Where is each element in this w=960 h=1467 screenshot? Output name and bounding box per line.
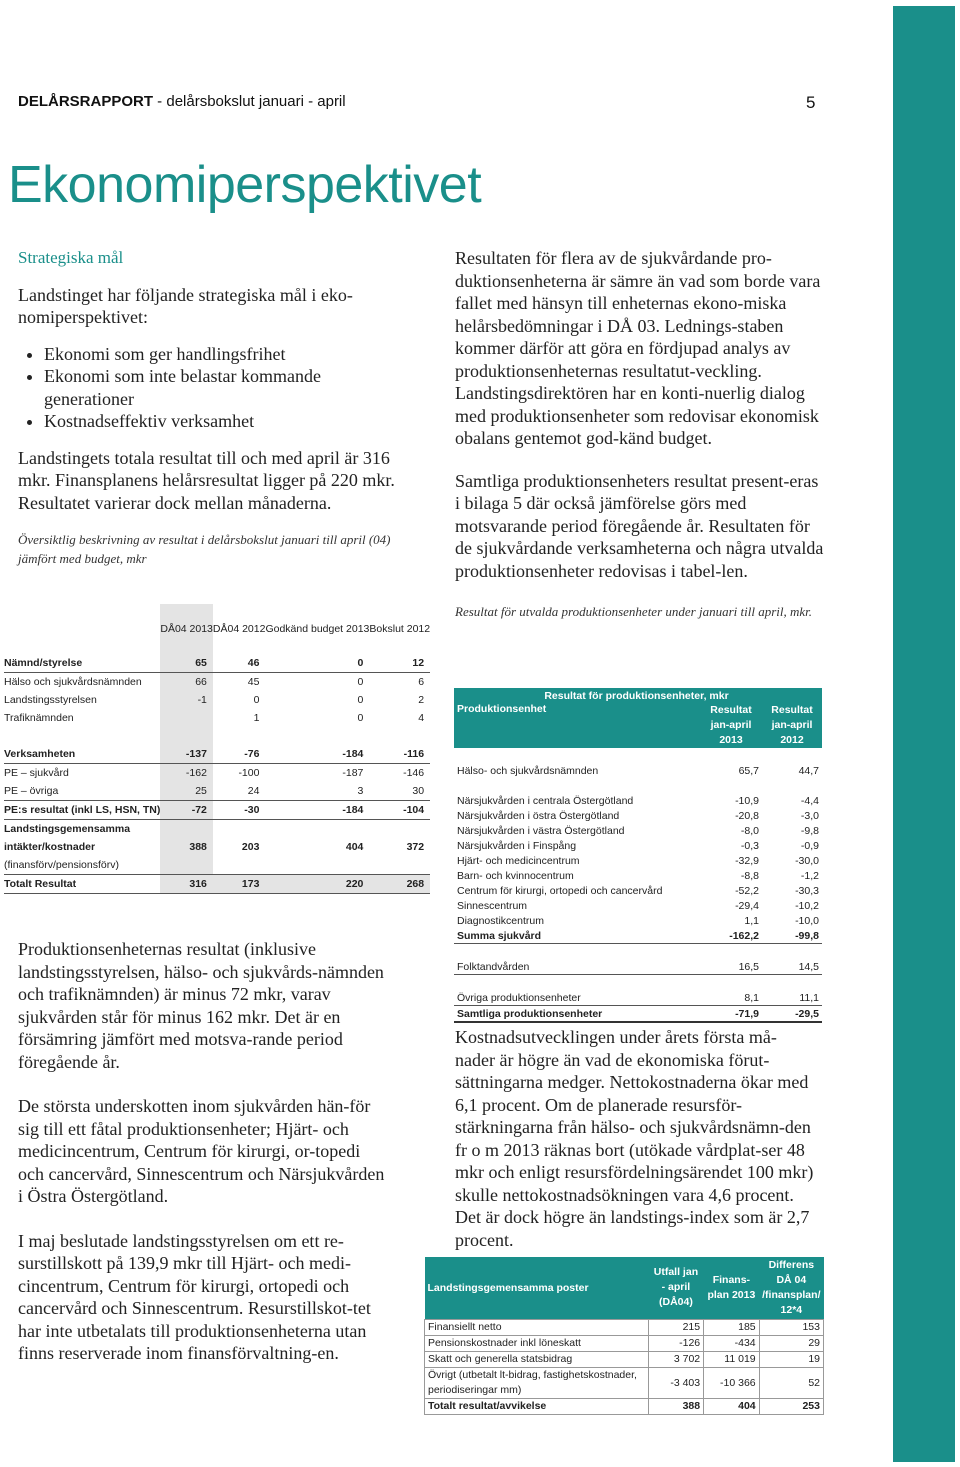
col-header: Utfall jan - april (DÅ04) xyxy=(648,1257,703,1319)
table-row: Hälso och sjukvårdsnämnden 66 45 0 6 xyxy=(4,673,430,692)
table-row: Landstingsgemensamma xyxy=(4,820,430,839)
col-header: Bokslut 2012 xyxy=(369,623,431,635)
header-subtitle: - delårsbokslut januari - april xyxy=(153,93,346,110)
table-row: Verksamheten -137 -76 -184 -116 xyxy=(4,745,430,764)
table-row: PE – övriga 25 24 3 30 xyxy=(4,782,430,801)
table2-caption: Resultat för utvalda produktionsenheter under januari till april, mkr. xyxy=(455,604,812,619)
table-row: Totalt Resultat 316 173 220 268 xyxy=(4,875,430,894)
col-header: Resultat jan-april 2012 xyxy=(771,704,813,746)
common-items-table xyxy=(424,1257,824,1415)
table-row: Totalt resultat/avvikelse 388 404 253 xyxy=(425,1398,824,1414)
paragraph: I maj beslutade landstingsstyrelsen om ett re-surstillskott på 139,9 mkr till Hjärt- och medi-cincentrum, Centrum för kirurgi, ortopedi och cancervård och Sinnescentrum. Resurstillskot-tet har inte utbetalats till produktionsenheterna utan finns reserverade inom finansförvaltning-en. xyxy=(18,1230,371,1363)
section-heading: Strategiska mål xyxy=(18,248,124,267)
col-header: DÅ04 2012 xyxy=(212,623,266,635)
table-row: Övriga produktionsenheter 8,1 11,1 xyxy=(454,990,822,1006)
paragraph: Kostnadsutvecklingen under årets första må-nader är högre än vad de ekonomiska förut-sättningarna medger. Nettokostnaderna ökar med 6,1 procent. Om de planerade resursför-stärkningarna från hälso- och sjukvårdsnämn-den fr o m 2013 räknas bort (utökade vårdplat-ser 48 mkr och enligt resursfördelningsärendet 100 mkr) skulle nettokostnadsökningen vara 4,6 procent. Det är dock högre än landstings-index som är 2,7 procent. xyxy=(455,1027,814,1250)
table-row: Folktandvården 16,5 14,5 xyxy=(454,959,822,975)
table-row: Trafiknämnden 1 0 4 xyxy=(4,709,430,727)
table-row: Barn- och kvinnocentrum -8,8 -1,2 xyxy=(457,869,819,882)
goals-list xyxy=(18,343,403,433)
table-row: Närsjukvården i västra Östergötland -8,0 -9,8 xyxy=(457,824,819,837)
table-row: Landstingsstyrelsen -1 0 0 2 xyxy=(4,691,430,709)
result-paragraph: Landstingets totala resultat till och med april är 316 mkr. Finansplanens helårsresultat ligger på 220 mkr. Resultatet varierar dock mellan månaderna. xyxy=(18,447,395,513)
right-column-top xyxy=(455,247,827,621)
table-row: Nämnd/styrelse 65 46 0 12 xyxy=(4,654,430,673)
paragraph: Produktionsenheternas resultat (inklusive landstingsstyrelsen, hälso- och sjukvårds-nämnden och trafiknämnden) är minus 72 mkr, varav sjukvården står för minus 162 mkr. Det är en försämring jämfört med motsva-rande period föregående år. xyxy=(18,939,384,1072)
table2-title: Resultat för produktionsenheter, mkr xyxy=(544,689,729,702)
left-column-top xyxy=(18,247,403,568)
table-row: Skatt och generella statsbidrag 3 702 11 019 19 xyxy=(425,1351,824,1367)
table-row: Diagnostikcentrum 1,1 -10,0 xyxy=(457,914,819,927)
table-row: Summa sjukvård -162,2 -99,8 xyxy=(454,928,822,944)
table-row: Finansiellt netto 215 185 153 xyxy=(425,1319,824,1335)
col-header: Godkänd budget 2013 xyxy=(265,623,370,635)
col-header: Finans-plan 2013 xyxy=(704,1257,760,1319)
intro-paragraph: Landstinget har följande strategiska mål i eko-nomiperspektivet: xyxy=(18,284,353,327)
table-row: Övrigt (utbetalt lt-bidrag, fastighetskostnader, periodiseringar mm) -3 403 -10 366 52 xyxy=(425,1367,824,1398)
col-header: Differens DÅ 04 /finansplan/ 12*4 xyxy=(759,1257,823,1319)
paragraph: Samtliga produktionsenheters resultat present-eras i bilaga 5 där också jämförelse görs med motsvarande period föregående år. Resultaten för de sjukvårdande verksamheterna och några utvalda produktionsenheter redovisas i tabel-len. xyxy=(455,470,824,581)
header-title: DELÅRSRAPPORT xyxy=(18,93,154,110)
table-row: intäkter/kostnader 388 203 404 372 xyxy=(4,838,430,856)
list-item: • Ekonomi som ger handlingsfrihet xyxy=(44,343,403,366)
col-header: Resultat jan-april 2013 xyxy=(710,704,752,746)
table-row: Samtliga produktionsenheter -71,9 -29,5 xyxy=(454,1006,822,1023)
table-row: PE:s resultat (inkl LS, HSN, TN) -72 -30 -184 -104 xyxy=(4,801,430,820)
table-row: Närsjukvården i Finspång -0,3 -0,9 xyxy=(457,839,819,852)
production-units-table xyxy=(454,688,822,1023)
paragraph: De största underskotten inom sjukvården hän-för sig till ett fåtal produktionsenheter; Hjärt- och medicincentrum, Centrum för kirurgi, or-topedi och cancervård, Sinnescentrum och Närsjukvården i Östra Östergötland. xyxy=(18,1096,385,1206)
table-row: PE – sjukvård -162 -100 -187 -146 xyxy=(4,764,430,783)
table-row: Närsjukvården i östra Östergötland -20,8 -3,0 xyxy=(457,809,819,822)
table-row: Närsjukvården i centrala Östergötland -10,9 -4,4 xyxy=(457,794,819,807)
page-title: Ekonomiperspektivet xyxy=(8,156,482,214)
running-header xyxy=(18,93,346,110)
table1-caption: Översiktlig beskrivning av resultat i delårsbokslut januari till april (04) jämfört med budget, mkr xyxy=(18,532,391,566)
list-item: • Kostnadseffektiv verksamhet xyxy=(44,410,403,433)
right-column-bottom xyxy=(455,1026,815,1251)
table-row: Pensionskostnader inkl löneskatt -126 -434 29 xyxy=(425,1335,824,1351)
decorative-sidebar xyxy=(893,6,955,1462)
table-row: Sinnescentrum -29,4 -10,2 xyxy=(457,899,819,912)
paragraph: Resultaten för flera av de sjukvårdande pro-duktionsenheterna är sämre än vad som borde vara fallet med hänsyn till enheternas ekono-miska helårsbedömningar i DÅ 03. Lednings-staben kommer därför att göra en fördjupad analys av produktionsenheternas resultatut-veckling. Landstingsdirektören har en konti-nuerlig dialog med produktionsenheter som redovisar ekonomisk obalans gentemot god-känd budget. xyxy=(455,248,821,448)
result-overview-table xyxy=(4,604,430,894)
col-header: Landstingsgemensamma poster xyxy=(425,1257,649,1319)
table-row: Hälso- och sjukvårdsnämnden 65,7 44,7 xyxy=(457,764,819,777)
page-number: 5 xyxy=(806,93,816,112)
table-row: Hjärt- och medicincentrum -32,9 -30,0 xyxy=(457,854,819,867)
table-row: (finansförv/pensionsförv) xyxy=(4,856,430,875)
col-header: DÅ04 2013 xyxy=(160,604,213,654)
left-column-bottom xyxy=(18,938,388,1365)
list-item: • Ekonomi som inte belastar kommande generationer xyxy=(44,365,403,410)
col-header: Produktionsenhet xyxy=(457,703,547,715)
table-row: Centrum för kirurgi, ortopedi och cancervård -52,2 -30,3 xyxy=(457,884,819,897)
